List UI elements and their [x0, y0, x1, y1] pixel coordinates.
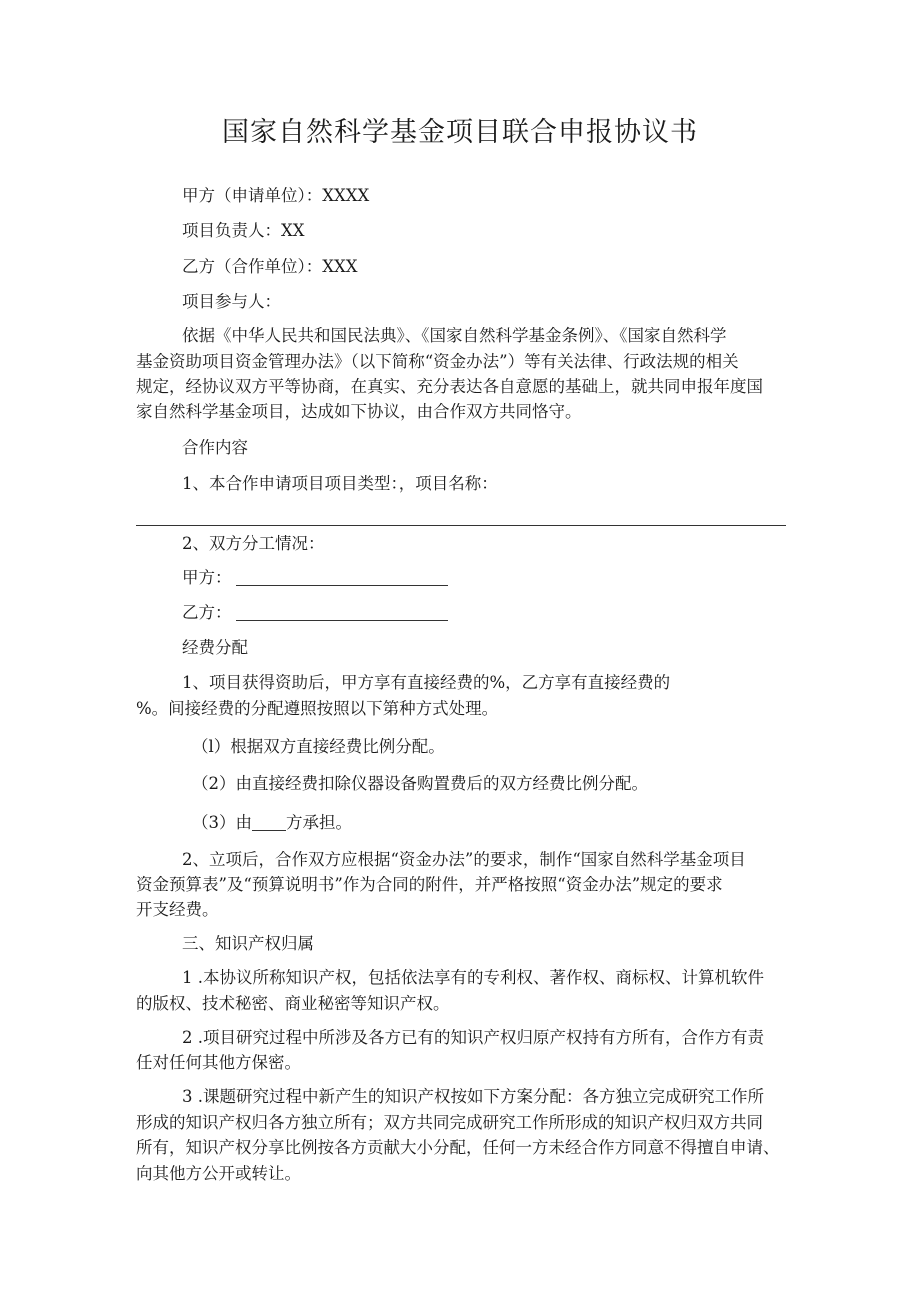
ip3-line-4: 向其他方公开或转让。 — [136, 1164, 301, 1183]
ip1-line-1: 1 .本协议所称知识产权，包括依法享有的专利权、著作权、商标权、计算机软件 — [182, 968, 764, 987]
ip3-line-2: 形成的知识产权归各方独立所有；双方共同完成研究工作所形成的知识产权归双方共同 — [136, 1113, 763, 1132]
division-party-a — [182, 568, 448, 588]
ip3-line-1: 3 .课题研究过程中新产生的知识产权按如下方案分配：各方独立完成研究工作所 — [182, 1087, 764, 1106]
leader-line: 项目负责人：XX — [182, 221, 305, 240]
funding-option-3 — [192, 813, 352, 833]
ip3-line-3: 所有，知识产权分享比例按各方贡献大小分配，任何一方未经合作方同意不得擅自申请、 — [136, 1138, 780, 1157]
party-b-line: 乙方（合作单位）：XXX — [182, 257, 358, 276]
participants-line: 项目参与人： — [182, 292, 281, 311]
section-heading-ip: 三、知识产权归属 — [182, 934, 314, 953]
division-party-b-label: 乙方： — [182, 603, 232, 622]
funding1-line-2: %。间接经费的分配遵照按照以下第种方式处理。 — [136, 699, 499, 718]
funding-option-3-prefix: （3）由 — [192, 813, 252, 832]
section-heading-funding: 经费分配 — [182, 638, 248, 657]
division-party-a-blank — [236, 569, 448, 586]
funding-option-3-blank — [252, 814, 286, 831]
division-party-a-label: 甲方： — [182, 568, 232, 587]
funding2-line-1: 2、立项后，合作双方应根据“资金办法”的要求，制作“国家自然科学基金项目 — [182, 850, 746, 869]
project-name-underline — [136, 525, 786, 526]
ip1-line-2: 的版权、技术秘密、商业秘密等知识产权。 — [136, 994, 450, 1013]
funding2-line-3: 开支经费。 — [136, 900, 219, 919]
funding1-line-1: 1、项目获得资助后，甲方享有直接经费的%，乙方享有直接经费的 — [182, 673, 671, 692]
intro-line-2: 基金资助项目资金管理办法》（以下简称“资金办法”）等有关法律、行政法规的相关 — [136, 352, 739, 371]
item-project-type: 1、本合作申请项目项目类型：，项目名称： — [182, 474, 498, 493]
intro-line-1: 依据《中华人民共和国民法典》、《国家自然科学基金条例》、《国家自然科学 — [182, 326, 727, 345]
funding-option-1: （l）根据双方直接经费比例分配。 — [192, 737, 445, 756]
funding-option-2: （2）由直接经费扣除仪器设备购置费后的双方经费比例分配。 — [192, 774, 648, 793]
party-a-line: 甲方（申请单位）：XXXX — [182, 186, 370, 205]
funding2-line-2: 资金预算表”及“预算说明书”作为合同的附件，并严格按照“资金办法”规定的要求 — [136, 875, 723, 894]
intro-line-4: 家自然科学基金项目，达成如下协议，由合作双方共同恪守。 — [136, 402, 582, 421]
item-division: 2、双方分工情况： — [182, 534, 325, 553]
intro-line-3: 规定，经协议双方平等协商，在真实、充分表达各自意愿的基础上，就共同申报年度国 — [136, 377, 763, 396]
division-party-b — [182, 603, 448, 623]
funding-option-3-suffix: 方承担。 — [286, 813, 352, 832]
ip2-line-1: 2 .项目研究过程中所涉及各方已有的知识产权归原产权持有方所有，合作方有责 — [182, 1028, 764, 1047]
section-heading-cooperation: 合作内容 — [182, 438, 248, 457]
ip2-line-2: 任对任何其他方保密。 — [136, 1053, 301, 1072]
division-party-b-blank — [236, 604, 448, 621]
document-title: 国家自然科学基金项目联合申报协议书 — [222, 117, 698, 148]
